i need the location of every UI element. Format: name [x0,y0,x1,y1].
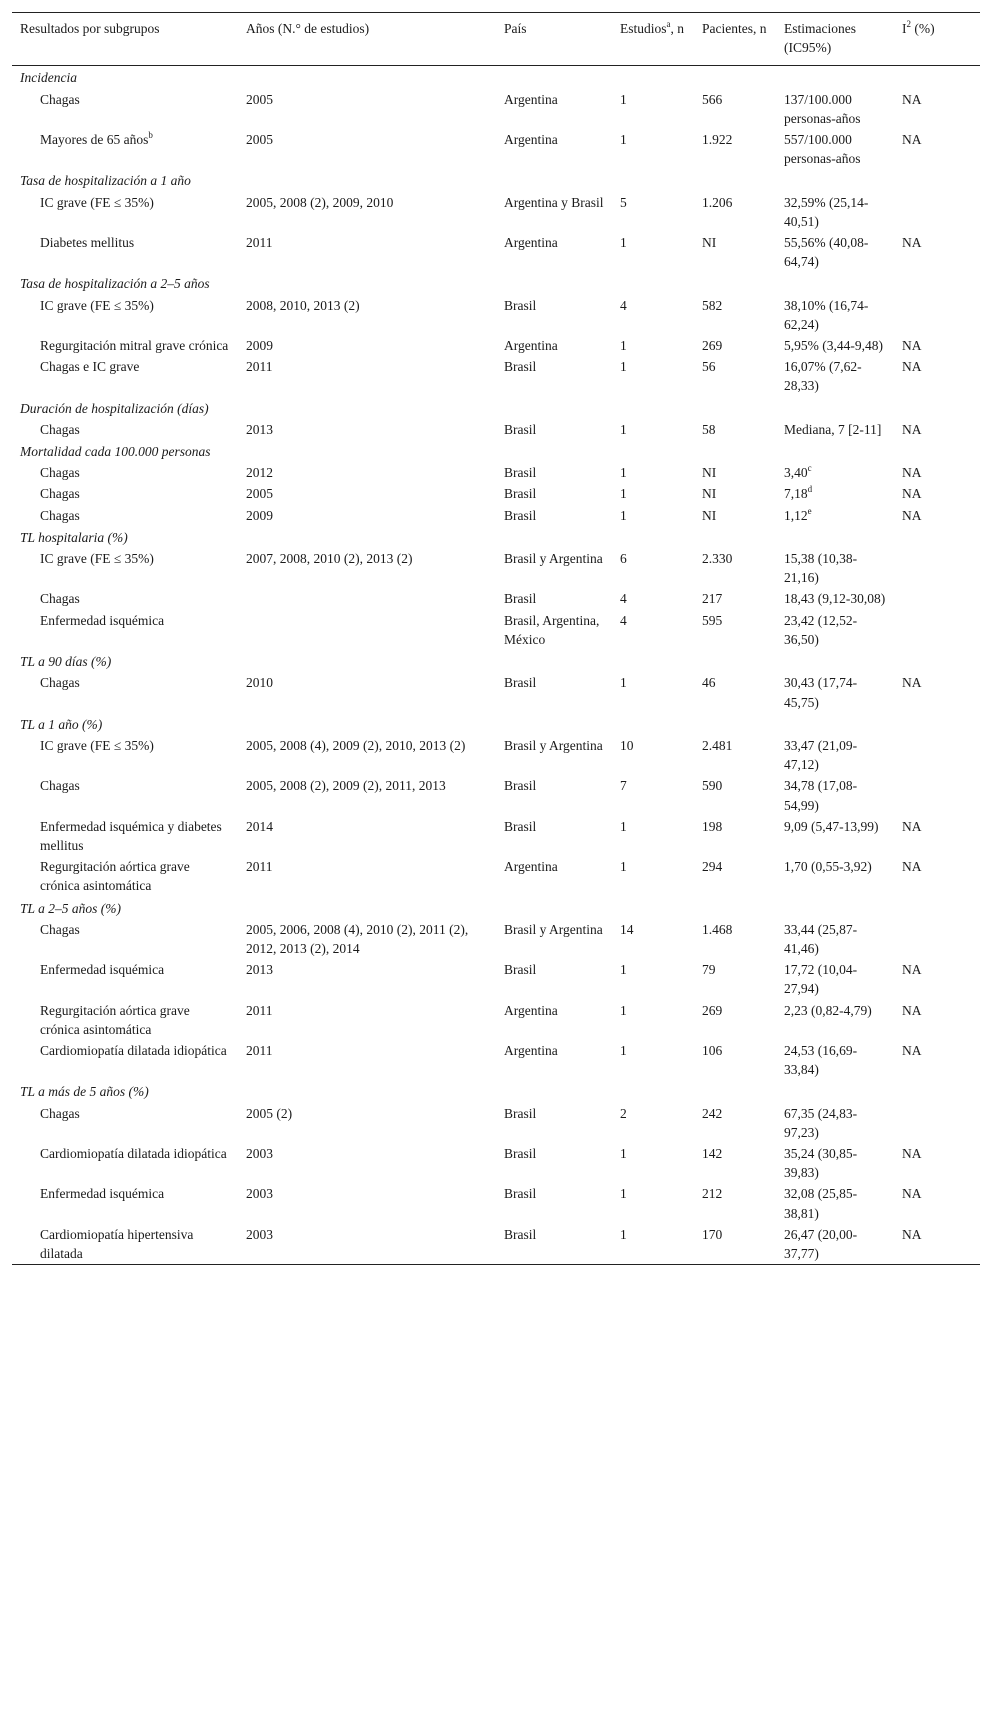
results-table [12,12,980,1265]
cell-i2: NA [902,132,922,148]
cell-studies: 1 [620,359,627,375]
cell-country: Argentina [504,1002,558,1018]
cell-i2: NA [902,675,922,691]
cell-patients: 2.330 [702,551,733,567]
section-title: Tasa de hospitalización a 2–5 años [20,276,210,292]
cell-patients: 198 [702,818,723,834]
cell-country: Argentina [504,338,558,354]
cell-studies: 1 [620,675,627,691]
cell-patients: 217 [702,591,723,607]
cell-years: 2005, 2008 (4), 2009 (2), 2010, 2013 (2) [246,737,466,753]
header-studies: Estudios$^a$, n [620,19,685,36]
cell-estimate: 23,42 (12,52-36,50) [784,612,858,647]
cell-i2 [894,610,980,650]
table-body [12,66,980,1265]
cell-patients: 582 [702,297,723,313]
cell-estimate: 16,07% (7,62-28,33) [784,359,862,394]
cell-patients: 79 [702,962,716,978]
cell-estimate: 3,40$^c$ [784,463,812,481]
cell-studies: 1 [620,1042,627,1058]
cell-subgroup: Chagas [40,507,80,523]
cell-i2: NA [902,1002,922,1018]
section-heading [12,440,980,462]
cell-country: Brasil [504,778,537,794]
cell-patients: 590 [702,778,723,794]
cell-i2 [894,735,980,775]
cell-estimate: 1,70 (0,55-3,92) [784,859,872,875]
cell-years: 2013 [246,962,273,978]
cell-patients: 1.468 [702,921,733,937]
cell-studies: 1 [620,859,627,875]
cell-patients: NI [702,235,717,251]
cell-estimate: 137/100.000 personas-años [784,91,861,126]
cell-estimate: 2,23 (0,82-4,79) [784,1002,872,1018]
cell-estimate: 15,38 (10,38-21,16) [784,551,858,586]
cell-country: Brasil [504,1145,537,1161]
cell-estimate: 67,35 (24,83-97,23) [784,1105,858,1140]
cell-patients: 269 [702,338,723,354]
cell-estimate: 17,72 (10,04-27,94) [784,962,858,997]
cell-studies: 1 [620,1186,627,1202]
cell-studies: 1 [620,1002,627,1018]
cell-patients: 566 [702,91,723,107]
cell-subgroup: Regurgitación aórtica grave crónica asintomática [40,859,190,894]
cell-years: 2007, 2008, 2010 (2), 2013 (2) [246,551,413,567]
table-row [12,610,980,650]
cell-patients: 1.922 [702,132,733,148]
section-title: Incidencia [20,70,77,86]
table-row [12,505,980,526]
table-row [12,1143,980,1183]
cell-patients: 1.206 [702,194,733,210]
table-row [12,735,980,775]
header-i2: $I^2$ (%) [902,19,935,36]
cell-subgroup: Regurgitación mitral grave crónica [40,338,229,354]
cell-years: 2005, 2008 (2), 2009 (2), 2011, 2013 [246,778,446,794]
cell-years: 2005, 2006, 2008 (4), 2010 (2), 2011 (2), 2012, 2013 (2), 2014 [246,921,469,956]
cell-years [238,610,496,650]
cell-country: Brasil [504,591,537,607]
cell-studies: 1 [620,338,627,354]
table-row [12,89,980,129]
cell-estimate: 30,43 (17,74-45,75) [784,675,858,710]
cell-i2 [894,295,980,335]
cell-subgroup: Chagas [40,91,80,107]
cell-country: Brasil [504,421,537,437]
cell-i2: NA [902,1226,922,1242]
cell-years: 2014 [246,818,273,834]
table-row [12,483,980,504]
cell-subgroup: Chagas [40,778,80,794]
section-heading [12,713,980,735]
cell-subgroup: Chagas e IC grave [40,359,140,375]
cell-years: 2005 [246,132,273,148]
cell-country: Brasil [504,1105,537,1121]
cell-years: 2011 [246,235,273,251]
cell-i2 [894,192,980,232]
cell-years: 2009 [246,338,273,354]
cell-studies: 10 [620,737,634,753]
cell-estimate: 32,59% (25,14-40,51) [784,194,869,229]
section-heading [12,650,980,672]
cell-subgroup: Regurgitación aórtica grave crónica asintomática [40,1002,190,1037]
cell-i2: NA [902,486,922,502]
cell-studies: 6 [620,551,627,567]
cell-country: Argentina [504,235,558,251]
section-title: TL a 90 días (%) [20,654,112,670]
cell-estimate: 33,44 (25,87-41,46) [784,921,858,956]
cell-subgroup: Diabetes mellitus [40,235,135,251]
cell-country: Brasil [504,1226,537,1242]
cell-years: 2003 [246,1226,273,1242]
section-heading [12,272,980,294]
cell-subgroup: Chagas [40,465,80,481]
cell-estimate: 33,47 (21,09-47,12) [784,737,858,773]
cell-country: Brasil [504,359,537,375]
cell-subgroup: IC grave (FE ≤ 35%) [40,551,154,567]
cell-years: 2009 [246,507,273,523]
header-subgroup: Resultados por subgrupos [20,21,160,36]
cell-studies: 1 [620,486,627,502]
section-title: TL a 2–5 años (%) [20,900,122,916]
cell-studies: 1 [620,962,627,978]
cell-estimate: 32,08 (25,85-38,81) [784,1186,858,1221]
cell-years: 2013 [246,421,273,437]
cell-country: Brasil y Argentina [504,737,603,753]
cell-patients: 170 [702,1226,723,1242]
cell-country: Brasil [504,465,537,481]
cell-estimate: 557/100.000 personas-años [784,132,861,167]
table-row [12,462,980,483]
cell-subgroup: Chagas [40,421,80,437]
cell-i2 [894,1103,980,1143]
table-row [12,192,980,232]
table-row [12,959,980,999]
cell-patients: 46 [702,675,716,691]
cell-years: 2011 [246,859,273,875]
cell-country: Brasil [504,818,537,834]
table-row [12,1183,980,1223]
section-heading [12,897,980,919]
cell-country: Brasil [504,675,537,691]
cell-i2: NA [902,91,922,107]
cell-estimate: 9,09 (5,47-13,99) [784,818,879,834]
cell-subgroup: Enfermedad isquémica y diabetes mellitus [40,818,222,853]
cell-patients: 294 [702,859,723,875]
section-title: Duración de hospitalización (días) [20,400,209,416]
cell-years: 2012 [246,465,273,481]
cell-patients: NI [702,486,717,502]
cell-patients: NI [702,465,717,481]
section-heading [12,397,980,419]
table-row [12,356,980,396]
cell-patients: NI [702,507,717,523]
cell-estimate: 26,47 (20,00-37,77) [784,1226,858,1261]
cell-i2: NA [902,1186,922,1202]
table-row [12,1040,980,1080]
cell-i2: NA [902,1145,922,1161]
cell-studies: 1 [620,1226,627,1242]
cell-i2: NA [902,465,922,481]
cell-i2 [894,775,980,815]
section-title: Mortalidad cada 100.000 personas [20,444,211,460]
cell-i2: NA [902,962,922,978]
cell-country: Argentina y Brasil [504,194,604,210]
cell-subgroup: Cardiomiopatía hipertensiva dilatada [40,1226,194,1261]
table-row [12,335,980,356]
cell-studies: 1 [620,818,627,834]
cell-studies: 5 [620,194,627,210]
cell-studies: 1 [620,507,627,523]
section-title: TL a más de 5 años (%) [20,1084,149,1100]
cell-estimate: Mediana, 7 [2-11] [784,421,882,437]
cell-years: 2005, 2008 (2), 2009, 2010 [246,194,394,210]
cell-estimate: 5,95% (3,44-9,48) [784,338,883,354]
cell-patients: 212 [702,1186,723,1202]
cell-studies: 1 [620,465,627,481]
cell-i2: NA [902,818,922,834]
cell-studies: 1 [620,132,627,148]
header-country: País [504,21,527,36]
table-header [12,13,980,66]
cell-i2: NA [902,1042,922,1058]
table-row [12,1224,980,1265]
table-row [12,1000,980,1040]
table-row [12,232,980,272]
cell-estimate: 38,10% (16,74-62,24) [784,297,869,332]
cell-subgroup: Chagas [40,921,80,937]
cell-patients: 242 [702,1105,723,1121]
cell-subgroup: IC grave (FE ≤ 35%) [40,297,154,313]
cell-studies: 7 [620,778,627,794]
cell-i2: NA [902,421,922,437]
section-title: TL hospitalaria (%) [20,529,128,545]
cell-estimate: 34,78 (17,08-54,99) [784,778,858,813]
cell-estimate: 35,24 (30,85-39,83) [784,1145,858,1181]
cell-patients: 58 [702,421,716,437]
cell-estimate: 1,12e [784,505,812,523]
cell-country: Brasil [504,1186,537,1202]
table-row [12,419,980,440]
section-heading [12,66,980,89]
cell-studies: 2 [620,1105,627,1121]
cell-patients: 56 [702,359,716,375]
table-row [12,856,980,896]
header-patients: Pacientes, n [702,21,767,36]
cell-country: Brasil [504,962,537,978]
cell-country: Brasil y Argentina [504,921,603,937]
cell-subgroup: Chagas [40,486,80,502]
table-row [12,548,980,588]
header-estimates: Estimaciones (IC95%) [784,21,856,56]
cell-i2 [894,548,980,588]
cell-i2: NA [902,859,922,875]
cell-subgroup: Cardiomiopatía dilatada idiopática [40,1042,227,1058]
table-row [12,816,980,856]
cell-country: Argentina [504,1042,558,1058]
cell-estimate: 24,53 (16,69-33,84) [784,1042,858,1078]
cell-country: Brasil, Argentina, México [504,612,600,647]
cell-patients: 106 [702,1042,723,1058]
cell-country: Argentina [504,91,558,107]
cell-subgroup: Mayores de 65 años$^b$ [40,130,153,148]
table-row [12,1103,980,1143]
cell-studies: 4 [620,591,627,607]
cell-estimate: 55,56% (40,08-64,74) [784,235,869,270]
cell-i2 [894,588,980,609]
cell-subgroup: IC grave (FE ≤ 35%) [40,194,154,210]
cell-subgroup: Enfermedad isquémica [40,612,165,628]
table-row [12,775,980,815]
cell-patients: 269 [702,1002,723,1018]
section-heading [12,1080,980,1102]
cell-studies: 1 [620,421,627,437]
cell-years: 2011 [246,1042,273,1058]
cell-patients: 595 [702,612,723,628]
table-row [12,672,980,712]
cell-studies: 4 [620,612,627,628]
cell-i2: NA [902,338,922,354]
cell-subgroup: Chagas [40,591,80,607]
section-title: Tasa de hospitalización a 1 año [20,173,191,189]
cell-estimate: 7,18$^d$ [784,484,813,502]
cell-studies: 4 [620,297,627,313]
cell-subgroup: IC grave (FE ≤ 35%) [40,737,154,753]
table-row [12,129,980,169]
table-row [12,295,980,335]
cell-years: 2011 [246,359,273,375]
cell-subgroup: Chagas [40,1105,80,1121]
section-heading [12,169,980,191]
cell-years: 2005 [246,486,273,502]
header-years: Años (N.° de estudios) [246,21,370,36]
cell-country: Brasil [504,486,537,502]
table-row [12,919,980,959]
cell-years: 2010 [246,675,273,691]
cell-patients: 142 [702,1145,723,1161]
cell-studies: 1 [620,91,627,107]
cell-years: 2005 (2) [246,1105,293,1121]
section-heading [12,526,980,548]
cell-i2: NA [902,507,922,523]
cell-country: Argentina [504,132,558,148]
cell-estimate: 18,43 (9,12-30,08) [784,591,886,607]
cell-patients: 2.481 [702,737,733,753]
cell-years: 2005 [246,91,273,107]
cell-years: 2003 [246,1145,273,1161]
cell-years [238,588,496,609]
cell-country: Brasil y Argentina [504,551,603,567]
cell-years: 2011 [246,1002,273,1018]
cell-subgroup: Cardiomiopatía dilatada idiopática [40,1145,227,1161]
cell-i2: NA [902,359,922,375]
cell-country: Argentina [504,859,558,875]
cell-country: Brasil [504,507,537,523]
cell-subgroup: Chagas [40,675,80,691]
cell-studies: 14 [620,921,634,937]
cell-studies: 1 [620,1145,627,1161]
cell-studies: 1 [620,235,627,251]
cell-years: 2008, 2010, 2013 (2) [246,297,360,313]
cell-years: 2003 [246,1186,273,1202]
table-row [12,588,980,609]
cell-subgroup: Enfermedad isquémica [40,962,165,978]
cell-subgroup: Enfermedad isquémica [40,1186,165,1202]
cell-i2 [894,919,980,959]
cell-i2: NA [902,235,922,251]
cell-country: Brasil [504,297,537,313]
section-title: TL a 1 año (%) [20,716,103,732]
